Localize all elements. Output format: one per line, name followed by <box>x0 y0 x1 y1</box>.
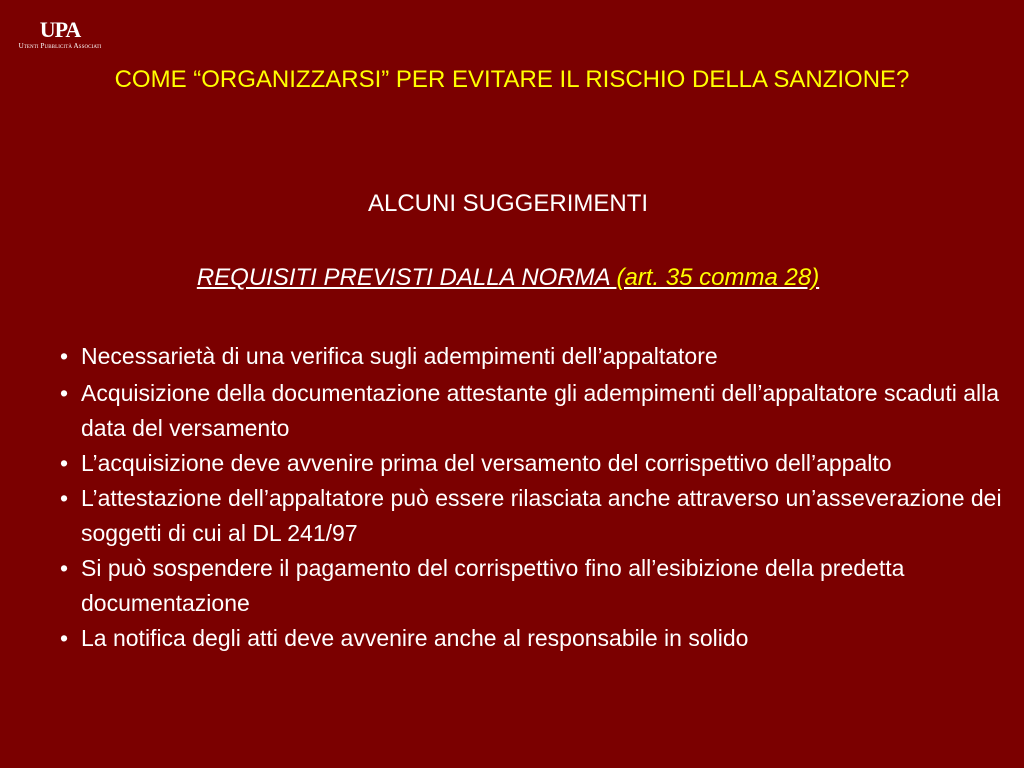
requisiti-heading <box>0 262 1016 294</box>
upa-logo <box>10 18 110 51</box>
bullet-text: La notifica degli atti deve avvenire anche al responsabile in solido <box>81 625 749 651</box>
bullet-item <box>60 481 1010 551</box>
bullet-item <box>60 376 1010 446</box>
bullet-icon: • <box>60 380 69 406</box>
logo-subtitle: Utenti Pubblicità Associati <box>18 42 102 50</box>
bullet-icon: • <box>60 555 69 581</box>
bullet-text: L’acquisizione deve avvenire prima del versamento del corrispettivo dell’appalto <box>81 450 892 476</box>
bullet-icon: • <box>60 485 69 511</box>
logo-mark: UPA <box>39 17 81 42</box>
bullet-item <box>60 446 1010 481</box>
requisiti-reference: (art. 35 comma 28) <box>616 264 820 291</box>
bullet-list <box>60 336 1010 656</box>
slide-subtitle: ALCUNI SUGGERIMENTI <box>367 190 649 217</box>
requisiti-label: REQUISITI PREVISTI DALLA NORMA <box>196 264 617 291</box>
bullet-text: Si può sospendere il pagamento del corrispettivo fino all’esibizione della predetta documentazione <box>81 555 905 616</box>
slide-title: COME “ORGANIZZARSI” PER EVITARE IL RISCHIO DELLA SANZIONE? <box>114 66 910 93</box>
bullet-item <box>60 336 1010 376</box>
bullet-text: L’attestazione dell’appaltatore può essere rilasciata anche attraverso un’asseverazione dei soggetti di cui al DL 241/97 <box>81 485 1002 546</box>
bullet-text: Necessarietà di una verifica sugli adempimenti dell’appaltatore <box>81 343 718 369</box>
bullet-item <box>60 621 1010 656</box>
bullet-item <box>60 551 1010 621</box>
bullet-text: Acquisizione della documentazione attestante gli adempimenti dell’appaltatore scaduti alla data del versamento <box>81 380 1000 441</box>
bullet-icon: • <box>60 450 69 476</box>
bullet-icon: • <box>60 625 69 651</box>
bullet-icon: • <box>60 343 69 369</box>
